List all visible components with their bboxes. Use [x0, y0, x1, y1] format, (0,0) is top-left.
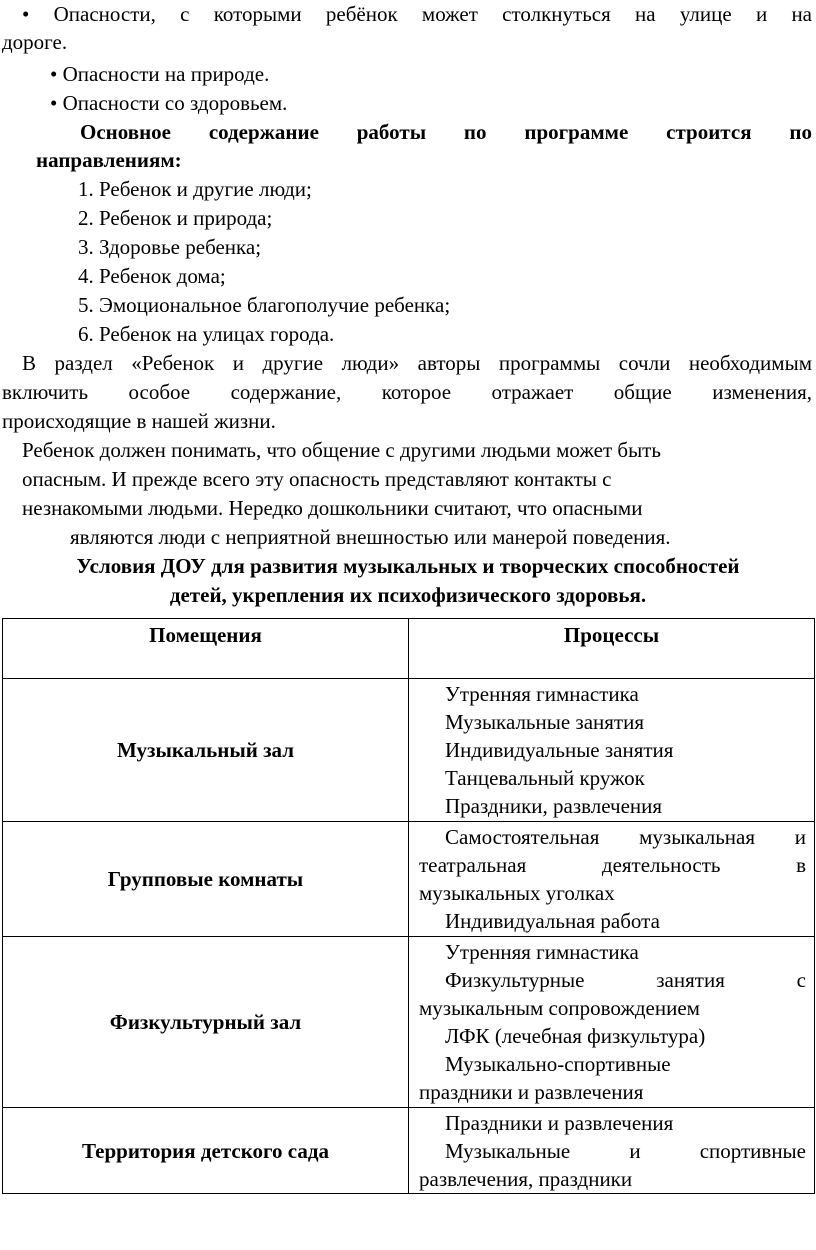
process-line: Праздники и развлечения — [445, 1111, 674, 1135]
paragraph-2-line: опасным. И прежде всего эту опасность представляют контакты с — [22, 467, 612, 491]
process-line: Физкультурные занятия с — [445, 968, 806, 992]
room-cell: Территория детского сада — [3, 1108, 409, 1194]
process-line: музыкальным сопровождением — [419, 996, 700, 1020]
directions-heading-cont: направлениям: — [36, 148, 182, 172]
bullet-health-dangers: • Опасности со здоровьем. — [50, 91, 288, 115]
bullet-street-dangers: • Опасности, с которыми ребёнок может столкнуться на улице и на — [22, 2, 812, 26]
section-title: Условия ДОУ для развития музыкальных и творческих способностей — [76, 554, 740, 578]
paragraph-1-line: включить особое содержание, которое отражает общие изменения, — [2, 380, 812, 404]
room-cell: Групповые комнаты — [3, 822, 409, 937]
bullet-nature-dangers: • Опасности на природе. — [50, 62, 270, 86]
process-line: Праздники, развлечения — [445, 794, 663, 818]
paragraph-2-line: являются люди с неприятной внешностью или манерой поведения. — [70, 525, 671, 549]
direction-item: 5. Эмоциональное благополучие ребенка; — [78, 293, 451, 317]
room-cell: Физкультурный зал — [3, 937, 409, 1108]
table-row — [3, 822, 815, 937]
room-cell: Музыкальный зал — [3, 679, 409, 822]
process-line: театральная деятельность в — [419, 853, 806, 877]
direction-item: 2. Ребенок и природа; — [78, 206, 273, 230]
process-line: развлечения, праздники — [419, 1167, 633, 1191]
process-line: ЛФК (лечебная физкультура) — [445, 1024, 706, 1048]
processes-cell — [409, 1108, 815, 1194]
paragraph-1-line: В раздел «Ребенок и другие люди» авторы программы сочли необходимым — [22, 351, 812, 375]
processes-cell — [409, 679, 815, 822]
processes-cell — [409, 822, 815, 937]
process-line: Самостоятельная музыкальная и — [445, 825, 806, 849]
bullet-street-dangers-cont: дороге. — [2, 30, 68, 54]
table-row — [3, 679, 815, 822]
header-processes: Процессы — [409, 619, 815, 679]
process-line: Утренняя гимнастика — [445, 940, 639, 964]
processes-cell — [409, 937, 815, 1108]
table-header-row — [3, 619, 815, 679]
process-line: Музыкальные занятия — [445, 710, 645, 734]
process-line: Утренняя гимнастика — [445, 682, 639, 706]
paragraph-1-line: происходящие в нашей жизни. — [2, 409, 276, 433]
direction-item: 4. Ребенок дома; — [78, 264, 226, 288]
paragraph-2-line: Ребенок должен понимать, что общение с другими людьми может быть — [22, 438, 661, 462]
process-line: Индивидуальные занятия — [445, 738, 674, 762]
rooms-processes-table — [2, 618, 815, 1194]
paragraph-2-line: незнакомыми людьми. Нередко дошкольники считают, что опасными — [22, 496, 643, 520]
process-line: Музыкальные и спортивные — [445, 1139, 806, 1163]
table-row — [3, 1108, 815, 1194]
direction-item: 6. Ребенок на улицах города. — [78, 322, 335, 346]
header-rooms: Помещения — [3, 619, 409, 679]
process-line: Танцевальный кружок — [445, 766, 645, 790]
direction-item: 3. Здоровье ребенка; — [78, 235, 262, 259]
directions-heading: Основное содержание работы по программе строится по — [80, 120, 812, 144]
table-row — [3, 937, 815, 1108]
process-line: Индивидуальная работа — [445, 909, 660, 933]
direction-item: 1. Ребенок и другие люди; — [78, 177, 312, 201]
section-title-cont: детей, укрепления их психофизического здоровья. — [169, 583, 647, 607]
process-line: праздники и развлечения — [419, 1080, 644, 1104]
process-line: музыкальных уголках — [419, 881, 615, 905]
process-line: Музыкально-спортивные — [445, 1052, 671, 1076]
